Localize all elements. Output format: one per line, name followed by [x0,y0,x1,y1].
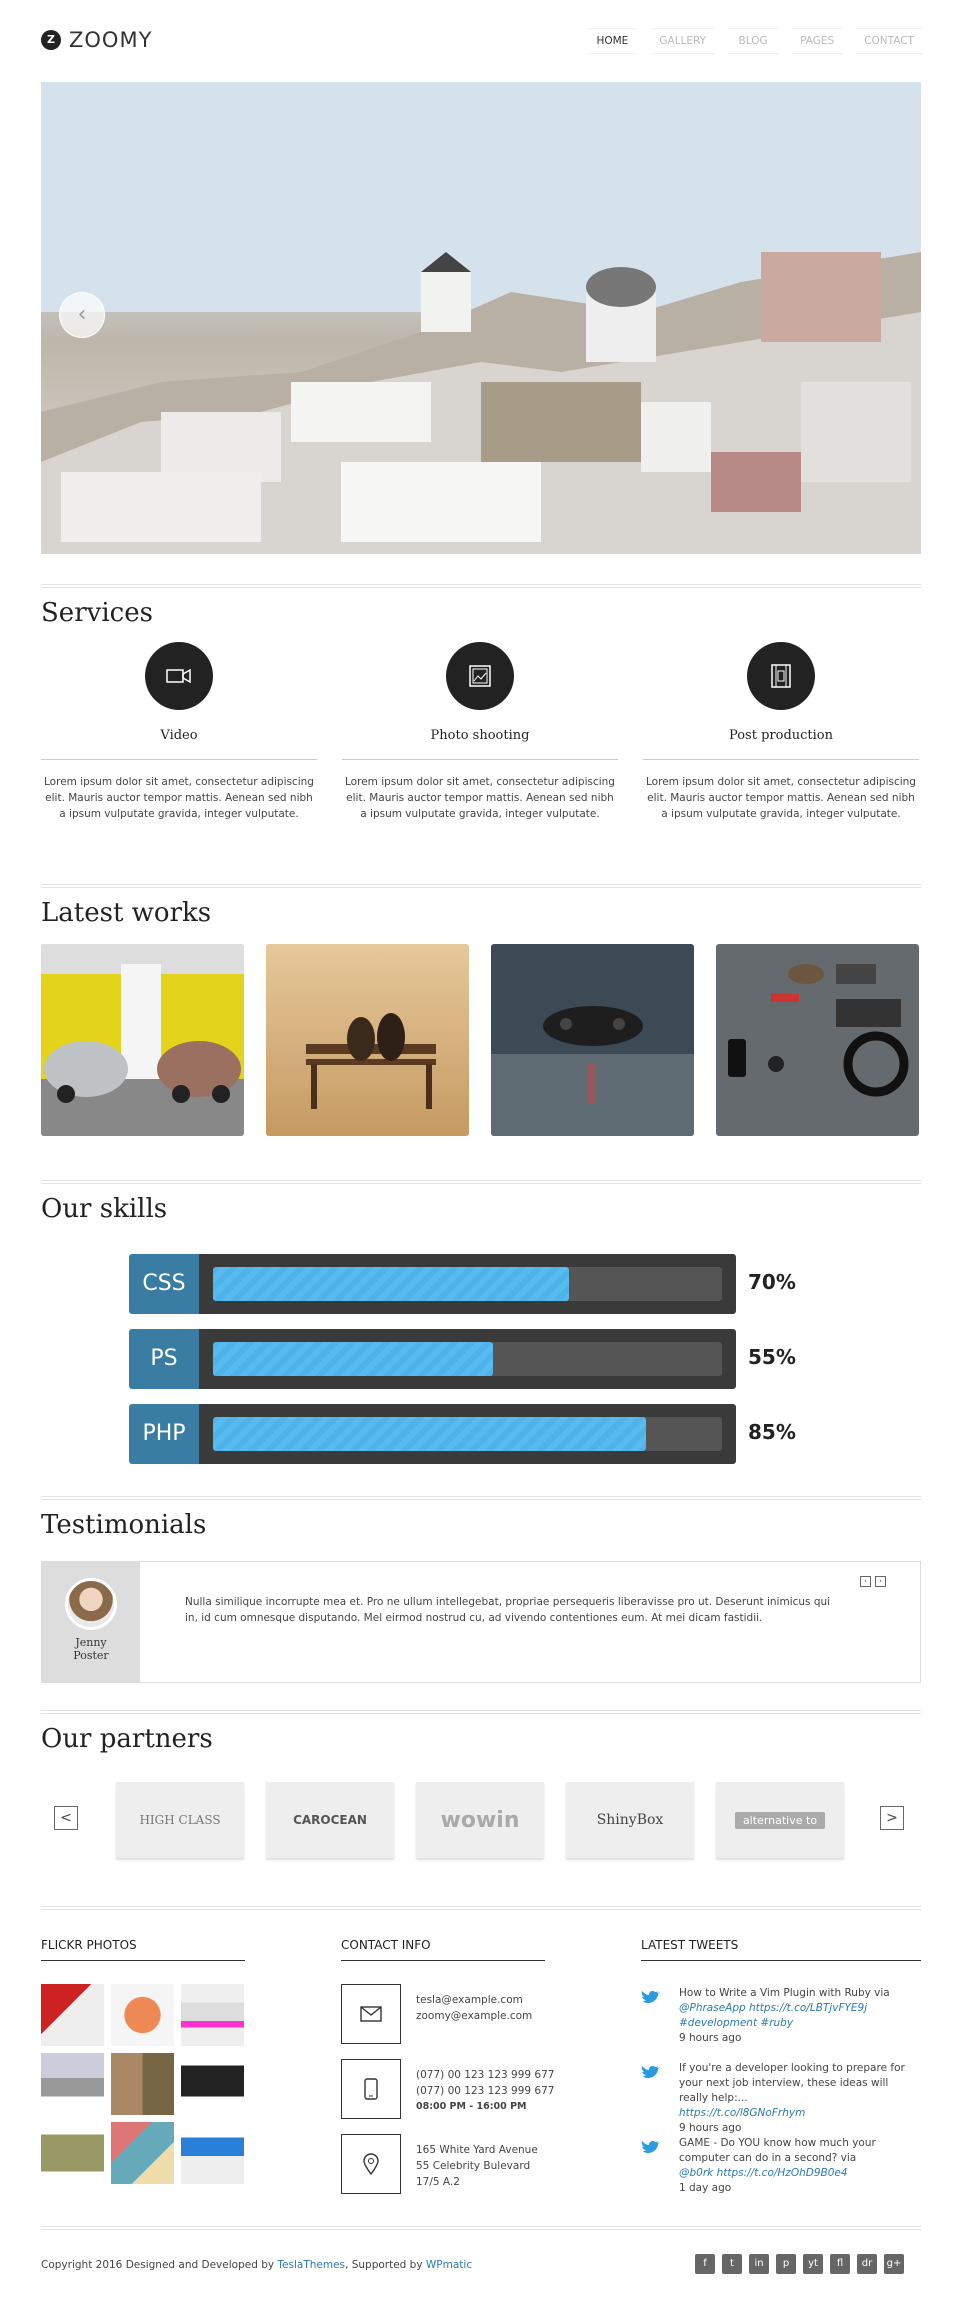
partners-title: Our partners [41,1724,213,1754]
main-nav [587,28,922,54]
flickr-thumb[interactable] [181,2122,244,2184]
linkedin-icon[interactable]: in [749,2254,769,2274]
contact-address-1: 165 White Yard Avenue [416,2144,538,2156]
flickr-thumb[interactable] [181,1984,244,2046]
service-name: Video [41,728,317,760]
divider [41,1496,921,1500]
partner-logo-highclass[interactable]: HIGH CLASS [116,1782,244,1858]
services-title: Services [41,598,153,628]
tweet-link[interactable]: @PhraseApp https://t.co/LBTjvFYE9j #development #ruby [679,2002,868,2029]
flickr-thumb[interactable] [111,2122,174,2184]
skill-percent: 70% [748,1270,796,1294]
skill-fill [213,1267,569,1301]
partner-logo-carocean[interactable]: CAROCEAN [266,1782,394,1858]
tweet-time: 9 hours ago [679,2032,742,2044]
hero-slider [41,82,921,554]
tweet-link[interactable]: https://t.co/l8GNoFrhym [679,2107,806,2119]
nav-home[interactable]: HOME [587,28,637,54]
contact-email-2[interactable]: zoomy@example.com [416,2010,533,2022]
phone-icon [341,2059,401,2119]
flickr-thumb[interactable] [41,1984,104,2046]
partner-label: alternative to [735,1812,825,1829]
contact-title: CONTACT INFO [341,1938,545,1961]
tweets-title: LATEST TWEETS [641,1938,921,1961]
service-video [41,642,317,822]
service-text: Lorem ipsum dolor sit amet, consectetur adipiscing elit. Mauris auctor tempor mattis. Aenean sed nibh a ipsum vulputate gravida, integer vulputate. [345,776,615,820]
partner-logo-wowin[interactable]: wowin [416,1782,544,1858]
facebook-icon[interactable]: f [695,2254,715,2274]
work-item-gamepad[interactable] [491,944,694,1136]
tweet-link[interactable]: @b0rk https://t.co/HzOhD9B0e4 [679,2167,848,2179]
social-links [695,2254,904,2274]
logo[interactable] [41,28,152,52]
works-title: Latest works [41,898,212,928]
twitter-bird-icon [641,1990,661,2006]
divider [41,1180,921,1184]
skill-label: PHP [129,1404,199,1464]
skill-percent: 55% [748,1345,796,1369]
testimonial-text: Nulla similique incorrupte mea et. Pro ne ullum intellegebat, propriae persequeris liberavisse pro ut. Deserunt inimicus qui in, id cum omnesque disputando. Mel eirmod nostrud cu, ad vivendo contentiones eum. At mei dicam fastidii. [185,1596,831,1624]
contact-phone-1: (077) 00 123 123 999 677 [416,2069,555,2081]
location-pin-icon [341,2134,401,2194]
contact-email-1[interactable]: tesla@example.com [416,1994,523,2006]
pinterest-icon[interactable]: p [776,2254,796,2274]
tweet-text: If you're a developer looking to prepare for your next job interview, these ideas will really help:... [679,2062,905,2104]
nav-blog[interactable]: BLOG [728,28,778,54]
work-item-bench[interactable] [266,944,469,1136]
service-name: Post production [643,728,919,760]
logo-mark-icon: Z [41,30,61,50]
tweet-text: GAME - Do YOU know how much your computer can do in a second? via [679,2137,876,2164]
contact-phone [416,2067,554,2115]
video-camera-icon [145,642,213,710]
contact-hours: 08:00 PM - 16:00 PM [416,2101,527,2112]
testimonial-author-last: Poster [73,1649,109,1662]
flickr-icon[interactable]: fl [830,2254,850,2274]
flickr-thumb[interactable] [41,2053,104,2115]
contact-address-2: 55 Celebrity Bulevard [416,2160,531,2172]
skill-label: CSS [129,1254,199,1314]
envelope-icon [341,1984,401,2044]
flickr-thumb[interactable] [111,1984,174,2046]
skill-percent: 85% [748,1420,796,1444]
skill-bar-ps [129,1329,736,1389]
copyright-mid: , Supported by [345,2259,423,2271]
google-plus-icon[interactable]: g+ [884,2254,904,2274]
twitter-bird-icon [641,2140,661,2156]
dribbble-icon[interactable]: dr [857,2254,877,2274]
tweet-item [679,2061,919,2136]
divider [41,1906,921,1910]
contact-address-3: 17/5 A.2 [416,2176,460,2188]
service-name: Photo shooting [342,728,618,760]
copyright-text: Copyright 2016 Designed and Developed by [41,2259,275,2271]
partners-next-icon[interactable]: > [880,1806,904,1830]
testimonial-next-icon[interactable]: › [875,1576,886,1587]
skill-bar-php [129,1404,736,1464]
avatar [65,1578,117,1630]
tweet-time: 9 hours ago [679,2122,742,2134]
divider [41,584,921,588]
service-post [643,642,919,822]
partner-logo-alternativeto[interactable] [716,1782,844,1858]
contact-address [416,2142,538,2190]
testimonial-card [41,1561,921,1683]
nav-gallery[interactable]: GALLERY [651,28,714,54]
film-icon [747,642,815,710]
logo-text: ZOOMY [69,28,153,52]
skill-fill [213,1417,646,1451]
skill-fill [213,1342,493,1376]
tweet-time: 1 day ago [679,2182,732,2194]
tweet-item [679,1986,919,2046]
twitter-icon[interactable]: t [722,2254,742,2274]
divider [41,2226,921,2230]
flickr-thumb[interactable] [111,2053,174,2115]
testimonial-prev-icon[interactable]: ‹ [860,1576,871,1587]
hero-prev-arrow-icon[interactable]: ‹ [59,292,105,338]
service-text: Lorem ipsum dolor sit amet, consectetur adipiscing elit. Mauris auctor tempor mattis. Aenean sed nibh a ipsum vulputate gravida, integer vulputate. [646,776,916,820]
contact-email [416,1992,532,2024]
tweet-text: How to Write a Vim Plugin with Ruby via [679,1987,890,1999]
copyright [41,2259,472,2271]
testimonial-author-first: Jenny [75,1636,107,1649]
skill-bar-css [129,1254,736,1314]
twitter-bird-icon [641,2065,661,2081]
copyright-link-teslathemes[interactable]: TeslaThemes [277,2259,346,2271]
divider [41,1710,921,1714]
flickr-thumb[interactable] [41,2122,104,2184]
partners-prev-icon[interactable]: < [54,1806,78,1830]
work-item-cars[interactable] [41,944,244,1136]
flickr-grid [41,1984,245,2184]
skills-title: Our skills [41,1194,168,1224]
flickr-thumb[interactable] [181,2053,244,2115]
divider [41,884,921,888]
service-photo [342,642,618,822]
testimonials-title: Testimonials [41,1510,207,1540]
copyright-link-wpmatic[interactable]: WPmatic [425,2259,473,2271]
work-item-gadgets[interactable] [716,944,919,1136]
contact-phone-2: (077) 00 123 123 999 677 [416,2085,555,2097]
nav-contact[interactable]: CONTACT [856,28,922,54]
photo-icon [446,642,514,710]
flickr-title: FLICKR PHOTOS [41,1938,245,1961]
skill-label: PS [129,1329,199,1389]
service-text: Lorem ipsum dolor sit amet, consectetur adipiscing elit. Mauris auctor tempor mattis. Aenean sed nibh a ipsum vulputate gravida, integer vulputate. [44,776,314,820]
hero-image [41,82,921,554]
tweet-item [679,2136,919,2196]
nav-pages[interactable]: PAGES [792,28,842,54]
youtube-icon[interactable]: yt [803,2254,823,2274]
partner-logo-shinybox[interactable]: ShinyBox [566,1782,694,1858]
